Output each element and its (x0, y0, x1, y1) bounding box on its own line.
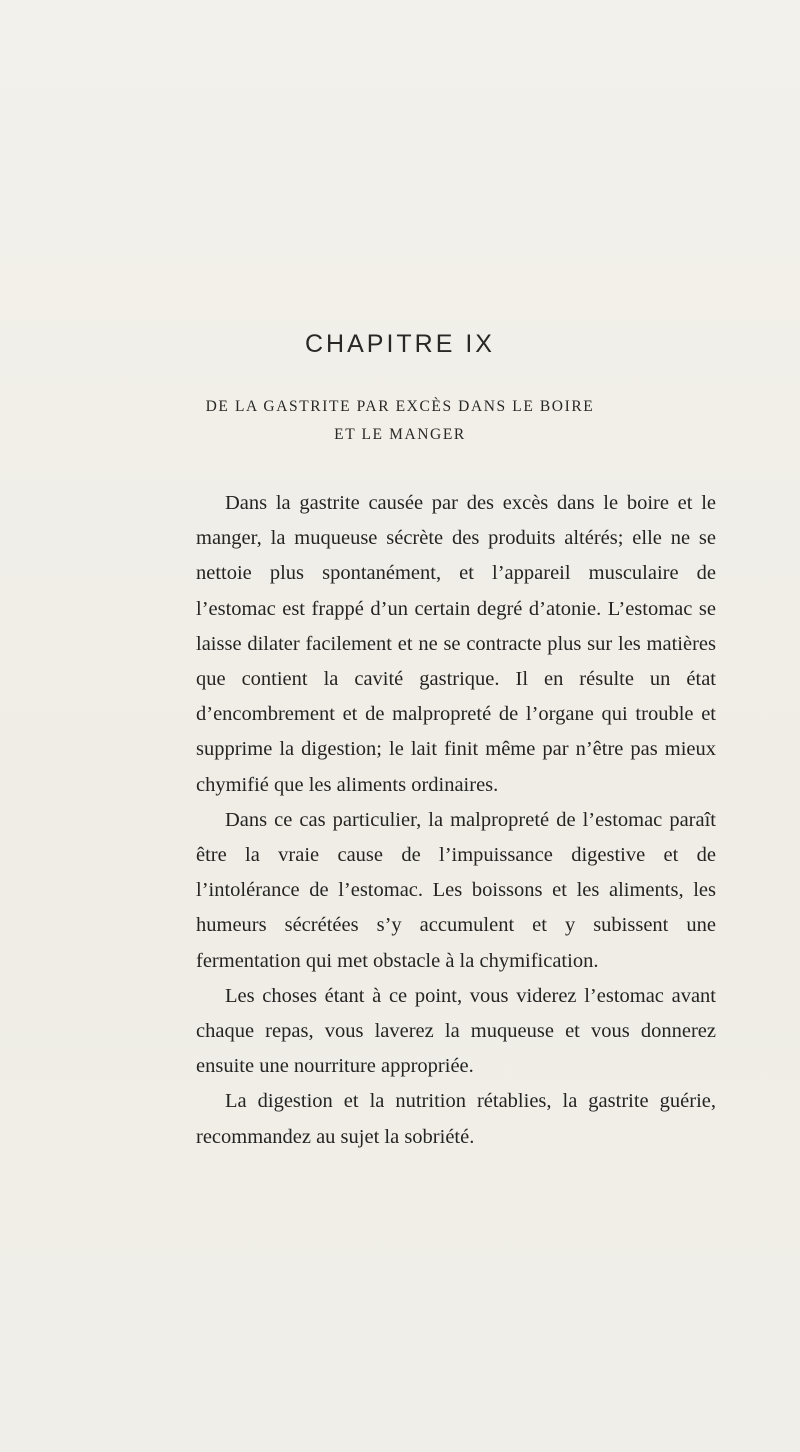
chapter-title: CHAPITRE IX (305, 330, 495, 358)
paragraph-3: Les choses étant à ce point, vous viderez l’estomac avant chaque repas, vous laverez la muqueuse et vous donnerez ensuite une nourriture appropriée. (196, 984, 716, 1078)
chapter-body (196, 486, 716, 1155)
chapter-subtitle-line-2: ET LE MANGER (334, 426, 466, 443)
paragraph-4: La digestion et la nutrition rétablies, la gastrite guérie, recommandez au sujet la sobriété. (196, 1090, 716, 1148)
chapter-subtitle-line-1: DE LA GASTRITE PAR EXCÈS DANS LE BOIRE (205, 398, 595, 415)
paragraph-2: Dans ce cas particulier, la malpropreté de l’estomac paraît être la vraie cause de l’impuissance digestive et de l’intolérance de l’estomac. Les boissons et les aliments, les humeurs sécrétées s’y accumulent et y subissent une fermentation qui met obstacle à la chymification. (196, 808, 716, 972)
paragraph-1: Dans la gastrite causée par des excès dans le boire et le manger, la muqueuse sécrète des produits altérés; elle ne se nettoie plus spontanément, et l’appareil musculaire de l’estomac est frappé d’un certain degré d’atonie. L’estomac se laisse dilater facilement et ne se contracte plus sur les matières que contient la cavité gastrique. Il en résulte un état d’encombrement et de malpropreté de l’organe qui trouble et supprime la digestion; le lait finit même par n’être pas mieux chymifié que les aliments ordinaires. (196, 492, 716, 796)
